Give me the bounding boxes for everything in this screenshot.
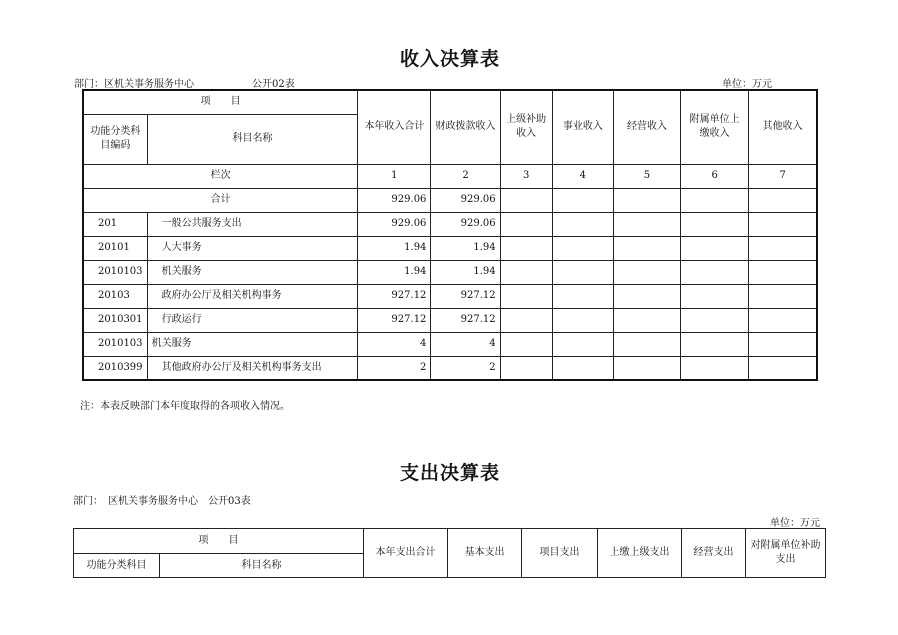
expense-header-subject-name: 科目名称 — [160, 554, 364, 578]
row-value — [613, 308, 680, 332]
header-subject-name: 科目名称 — [147, 114, 358, 164]
row-value — [613, 332, 680, 356]
row-subject-name: 人大事务 — [147, 236, 358, 260]
income-note: 注：本表反映部门本年度取得的各项收入情况。 — [80, 401, 290, 412]
row-value — [613, 212, 680, 236]
total-row — [83, 188, 817, 212]
row-value — [749, 332, 817, 356]
row-value — [552, 260, 613, 284]
col-index: 3 — [500, 164, 552, 188]
row-subject-name: 其他政府办公厅及相关机构事务支出 — [147, 356, 358, 380]
header-col-1: 本年收入合计 — [358, 90, 431, 164]
row-value — [613, 236, 680, 260]
income-form-number: 公开02表 — [252, 79, 295, 90]
row-value: 927.12 — [358, 308, 431, 332]
expense-header-col-5: 经营支出 — [682, 529, 746, 578]
row-value — [681, 332, 749, 356]
total-label: 合计 — [83, 188, 358, 212]
expense-department: 部门： 区机关事务服务中心 公开03表 — [73, 496, 251, 507]
table-row — [83, 260, 817, 284]
row-value: 1.94 — [358, 260, 431, 284]
income-department: 部门：区机关事务服务中心 — [74, 79, 194, 90]
expense-title: 支出决算表 — [400, 462, 501, 484]
expense-header-col-2: 基本支出 — [448, 529, 522, 578]
row-value — [500, 284, 552, 308]
row-value — [749, 356, 817, 380]
expense-table — [73, 528, 826, 578]
header-col-3: 上级补助收入 — [500, 90, 552, 164]
col-index: 4 — [552, 164, 613, 188]
row-value: 1.94 — [431, 260, 500, 284]
row-subject-name: 机关服务 — [147, 260, 358, 284]
row-value — [749, 236, 817, 260]
row-code: 2010103 — [83, 332, 147, 356]
table-row — [83, 212, 817, 236]
row-value — [613, 260, 680, 284]
expense-header-col-4: 上缴上级支出 — [598, 529, 682, 578]
col-index: 5 — [613, 164, 680, 188]
row-value: 1.94 — [358, 236, 431, 260]
row-value: 927.12 — [431, 308, 500, 332]
row-value — [552, 308, 613, 332]
header-col-7: 其他收入 — [749, 90, 817, 164]
row-value — [749, 212, 817, 236]
table-row — [83, 332, 817, 356]
col-index-label: 栏次 — [83, 164, 358, 188]
row-value — [749, 284, 817, 308]
expense-unit: 单位：万元 — [770, 518, 820, 529]
row-code: 20103 — [83, 284, 147, 308]
row-code: 20101 — [83, 236, 147, 260]
table-row — [83, 284, 817, 308]
total-value: 929.06 — [431, 188, 500, 212]
row-value — [500, 212, 552, 236]
header-col-4: 事业收入 — [552, 90, 613, 164]
row-value: 927.12 — [358, 284, 431, 308]
row-value — [552, 284, 613, 308]
expense-header-col-3: 项目支出 — [522, 529, 598, 578]
header-project: 项 目 — [83, 90, 358, 114]
row-value — [552, 236, 613, 260]
row-value — [500, 356, 552, 380]
row-value — [552, 212, 613, 236]
expense-header-project: 项 目 — [74, 529, 364, 554]
income-unit: 单位：万元 — [722, 79, 772, 90]
table-row — [83, 236, 817, 260]
row-value — [552, 356, 613, 380]
row-value: 2 — [431, 356, 500, 380]
table-row — [83, 356, 817, 380]
total-value: 929.06 — [358, 188, 431, 212]
row-subject-name: 行政运行 — [147, 308, 358, 332]
income-title: 收入决算表 — [400, 48, 501, 70]
total-value — [681, 188, 749, 212]
row-code: 2010399 — [83, 356, 147, 380]
total-value — [613, 188, 680, 212]
expense-header-col-1: 本年支出合计 — [364, 529, 448, 578]
row-subject-name: 一般公共服务支出 — [147, 212, 358, 236]
row-value — [681, 260, 749, 284]
header-func-code: 功能分类科目编码 — [83, 114, 147, 164]
expense-header-col-6: 对附属单位补助支出 — [746, 529, 826, 578]
col-index: 1 — [358, 164, 431, 188]
row-value — [500, 260, 552, 284]
header-col-2: 财政拨款收入 — [431, 90, 500, 164]
row-value — [681, 236, 749, 260]
row-value: 1.94 — [431, 236, 500, 260]
row-subject-name: 政府办公厅及相关机构事务 — [147, 284, 358, 308]
row-value: 929.06 — [431, 212, 500, 236]
row-code: 201 — [83, 212, 147, 236]
row-value — [749, 308, 817, 332]
row-value — [500, 308, 552, 332]
row-value — [613, 356, 680, 380]
header-col-6: 附属单位上缴收入 — [681, 90, 749, 164]
row-value — [681, 212, 749, 236]
row-value: 4 — [431, 332, 500, 356]
row-code: 2010103 — [83, 260, 147, 284]
row-value: 2 — [358, 356, 431, 380]
total-value — [500, 188, 552, 212]
row-value — [500, 332, 552, 356]
total-value — [749, 188, 817, 212]
row-value: 929.06 — [358, 212, 431, 236]
income-table — [82, 89, 818, 381]
row-value — [681, 284, 749, 308]
table-row — [83, 308, 817, 332]
col-index: 2 — [431, 164, 500, 188]
row-subject-name: 机关服务 — [147, 332, 358, 356]
row-value — [681, 356, 749, 380]
row-value: 927.12 — [431, 284, 500, 308]
row-value: 4 — [358, 332, 431, 356]
row-value — [552, 332, 613, 356]
row-value — [613, 284, 680, 308]
row-value — [681, 308, 749, 332]
col-index: 7 — [749, 164, 817, 188]
col-index: 6 — [681, 164, 749, 188]
header-col-5: 经营收入 — [613, 90, 680, 164]
row-value — [749, 260, 817, 284]
row-code: 2010301 — [83, 308, 147, 332]
row-value — [500, 236, 552, 260]
total-value — [552, 188, 613, 212]
expense-header-func-code: 功能分类科目 — [74, 554, 160, 578]
